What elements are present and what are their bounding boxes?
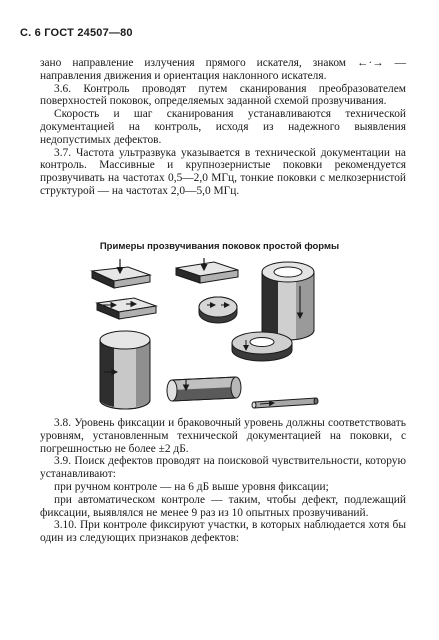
hollow-cylinder-forging <box>262 262 314 340</box>
paragraph-manual-control: при ручном контроле — на 6 дБ выше уровня фиксации; <box>54 480 329 493</box>
forgings-figure <box>0 252 439 417</box>
text-block-bottom <box>40 417 406 545</box>
text-block-top <box>40 57 406 198</box>
plate-top-view-2 <box>176 258 238 283</box>
paragraph-3-7: 3.7. Частота ультразвука указывается в технической документации на контроль. Массивные и крупнозернистые поковки рекомендуется прозвучивать на частотах 0,5—2,0 МГц, тонкие поковки с мелкозернистой структурой — на частотах 2,0—5,0 МГц. <box>40 146 406 197</box>
paragraph-scan-speed: Скорость и шаг сканирования устанавливаются технической документацией на контроль, исходя из надежного выявления недопустимых дефектов. <box>40 108 406 146</box>
paragraph-continuation: зано направление излучения прямого искателя, знаком ←·→ — направления движения и ориентация наклонного искателя. <box>40 57 406 82</box>
disc-forging <box>199 297 237 323</box>
paragraph-automatic-control: при автоматическом контроле — таким, чтобы дефект, подлежащий фиксации, выявлялся не менее 9 раз из 10 опытных прозвучиваний. <box>40 493 406 519</box>
plate-top-view-1 <box>92 259 150 288</box>
solid-cylinder-forging <box>100 331 150 409</box>
page-header: С. 6 ГОСТ 24507—80 <box>20 27 133 39</box>
bar-forging <box>167 377 241 401</box>
paragraph-3-8: 3.8. Уровень фиксации и браковочный уровень должны соответствовать уровням, установленным технической документацией на поковки, с погрешностью не более ±2 дБ. <box>40 417 406 455</box>
rod-forging <box>252 398 318 408</box>
ring-forging <box>232 332 292 361</box>
plate-side-view <box>97 298 156 319</box>
paragraph-3-10: 3.10. При контроле фиксируют участки, в которых наблюдается хотя бы один из следующих признаков дефектов: <box>40 519 406 545</box>
paragraph-3-6: 3.6. Контроль проводят путем сканирования преобразователем поверхностей поковок, определяемых заданной схемой прозвучивания. <box>40 82 406 108</box>
figure-title: Примеры прозвучивания поковок простой формы <box>99 241 340 252</box>
paragraph-3-9: 3.9. Поиск дефектов проводят на поисковой чувствительности, которую устанавливают: <box>40 455 406 481</box>
